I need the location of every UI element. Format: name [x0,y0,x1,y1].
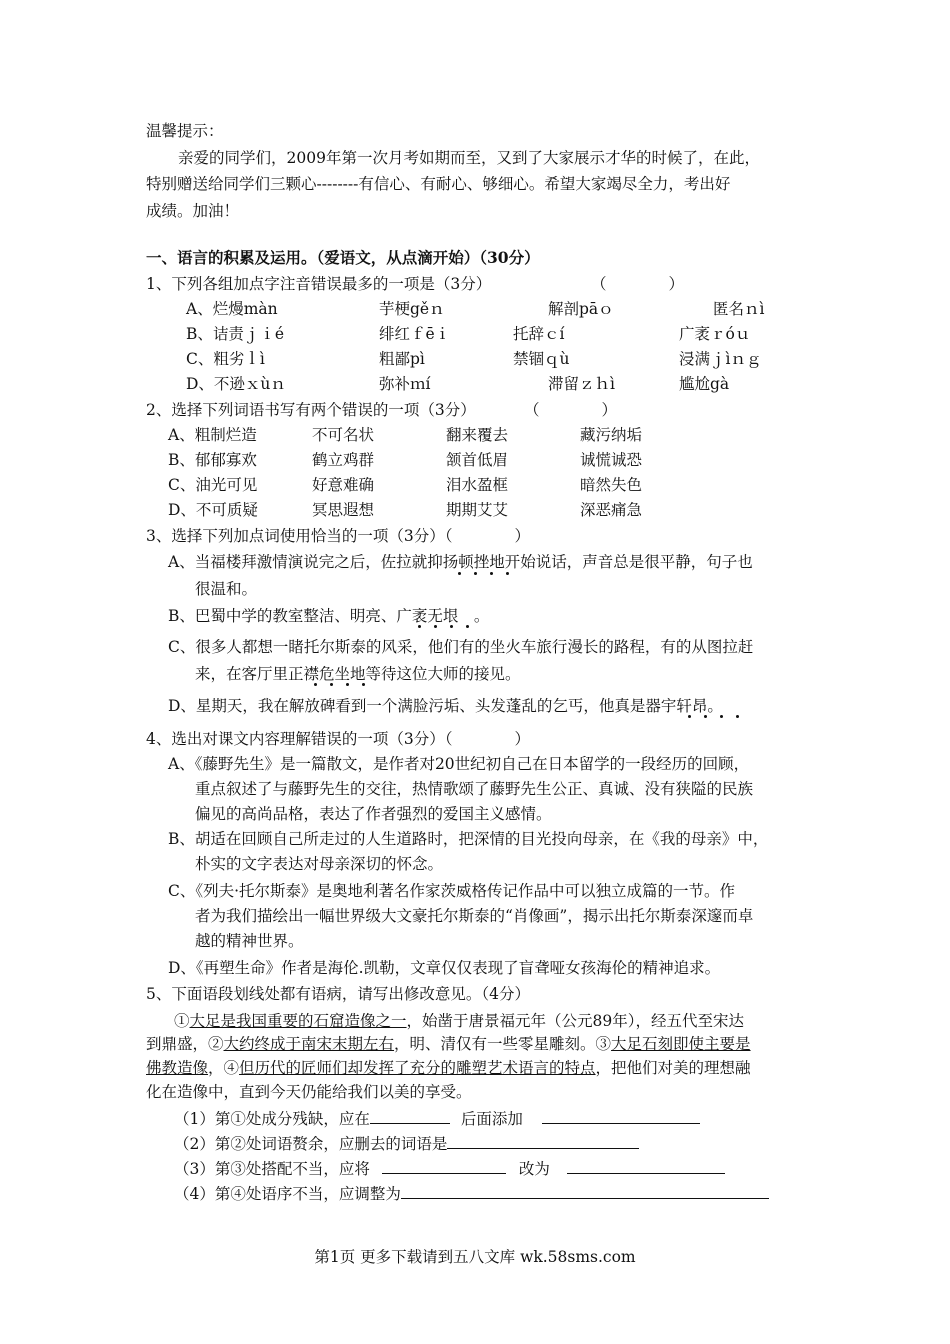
q2-c-1: C、油光可见 [168,476,258,494]
q1-b-4: 广袤ｒóｕ [679,325,751,343]
q1-stem: 1、下列各组加点字注音错误最多的一项是（3分） [146,275,492,293]
q5-passage-line1: ①大足是我国重要的石窟造像之一，始凿于唐景福元年（公元89年），经五代至宋达 [174,1012,745,1030]
q4-option-c-line1: C、《列夫·托尔斯泰》是奥地利著名作家茨威格传记作品中可以独立成篇的一节。作 [168,882,736,900]
section-title: 一、语言的积累及运用。（爱语文，从点滴开始）（30分） [146,248,540,267]
answer-blank[interactable] [401,1182,769,1199]
q3-option-a-line1: A、当福楼拜激情演说完之后，佐拉就抑扬顿挫地开始说话，声音总是很平静，句子也 [168,553,753,571]
q4-option-c-line2: 者为我们描绘出一幅世界级大文豪托尔斯泰的“肖像画”，揭示出托尔斯泰深邃而卓 [195,907,754,925]
tip-line-3: 成绩。加油！ [146,202,240,220]
answer-blank[interactable] [447,1132,639,1149]
q5-sub-4: （4）第④处语序不当，应调整为 [174,1182,769,1204]
q1-c-1: C、粗劣ｌì [186,350,265,368]
answer-blank[interactable] [370,1107,450,1124]
q4-option-c-line3: 越的精神世界。 [195,932,304,950]
q5-sub-1: （1）第①处成分残缺，应在 后面添加 [174,1107,700,1129]
q2-c-2: 好意难确 [312,476,375,494]
q2-a-2: 不可名状 [312,426,375,444]
q2-d-4: 深恶痛急 [580,501,643,519]
q1-c-4: 浸满ｊìｎｇ [679,350,762,368]
q3-stem: 3、选择下列加点词使用恰当的一项（3分）（ ） [146,527,530,545]
q1-d-4: 尴尬gà [679,375,730,393]
q4-option-a-line3: 偏见的高尚品格，表达了作者强烈的爱国主义感情。 [195,805,552,823]
q2-c-4: 暗然失色 [580,476,643,494]
q2-b-4: 诚慌诚恐 [580,451,643,469]
q2-c-3: 泪水盈框 [446,476,509,494]
q1-a-1: A、烂熳màn [186,300,278,318]
q1-b-2: 绯红ｆēｉ [379,325,451,343]
q1-b-3: 托辞ｃí [513,325,565,343]
q2-stem: 2、选择下列词语书写有两个错误的一项（3分） [146,401,476,419]
tip-line-1: 亲爱的同学们，2009年第一次月考如期而至，又到了大家展示才华的时候了，在此， [178,149,760,167]
page-footer: 第1页 更多下载请到五八文库 wk.58sms.com [314,1248,636,1266]
q2-d-2: 冥思遐想 [312,501,375,519]
q1-a-3: 解剖pāｏ [548,300,614,318]
q2-d-3: 期期艾艾 [446,501,509,519]
q2-b-2: 鹤立鸡群 [312,451,375,469]
q2-answer-paren: （ ） [524,401,618,419]
q2-b-1: B、郁郁寡欢 [168,451,257,469]
q5-passage-line4: 化在造像中，直到今天仍能给我们以美的享受。 [146,1083,472,1101]
q4-option-b-line1: B、胡适在回顾自己所走过的人生道路时，把深情的目光投向母亲，在《我的母亲》中， [168,830,769,848]
q2-a-4: 藏污纳垢 [580,426,643,444]
q3-option-b: B、巴蜀中学的教室整洁、明亮、广袤无垠 。 [168,607,490,625]
answer-blank[interactable] [542,1107,700,1124]
tip-line-2: 特别赠送给同学们三颗心--------有信心、有耐心、够细心。希望大家竭尽全力，考出好 [146,175,731,193]
q1-d-1: D、不逊ｘùｎ [186,375,286,393]
answer-blank[interactable] [382,1157,506,1174]
q5-stem: 5、下面语段划线处都有语病，请写出修改意见。（4分） [146,985,530,1003]
q1-c-2: 粗鄙pì [379,350,425,368]
q4-option-a-line1: A、《藤野先生》是一篇散文，是作者对20世纪初自己在日本留学的一段经历的回顾， [168,755,750,773]
q5-passage-line3: 佛教造像，④但历代的匠师们却发挥了充分的雕塑艺术语言的特点，把他们对美的理想融 [146,1059,751,1077]
q1-a-4: 匿名ｎì [713,300,765,318]
tip-title: 温馨提示： [146,122,224,140]
q1-c-3: 禁锢ｑù [513,350,570,368]
q3-option-c-line1: C、很多人都想一睹托尔斯泰的风采，他们有的坐火车旅行漫长的路程，有的从图拉赶 [168,638,754,656]
q4-option-d: D、《再塑生命》作者是海伦.凯勒，文章仅仅表现了盲聋哑女孩海伦的精神追求。 [168,959,721,977]
q1-d-3: 滞留ｚｈì [548,375,615,393]
q4-option-b-line2: 朴实的文字表达对母亲深切的怀念。 [195,855,444,873]
q3-option-c-line2: 来，在客厅里正襟危坐地等待这位大师的接见。 [195,665,521,683]
q4-stem: 4、选出对课文内容理解错误的一项（3分）（ ） [146,730,530,748]
q1-d-2: 弥补ｍí [379,375,431,393]
q2-a-1: A、粗制烂造 [168,426,257,444]
q1-answer-paren: （ ） [591,275,685,293]
q1-b-1: B、诘责ｊｉé [186,325,285,343]
q2-a-3: 翻来覆去 [446,426,509,444]
q5-sub-3: （3）第③处搭配不当，应将 改为 [174,1157,725,1179]
answer-blank[interactable] [567,1157,725,1174]
q5-sub-2: （2）第②处词语赘余，应删去的词语是 [174,1132,639,1154]
q2-d-1: D、不可质疑 [168,501,258,519]
q5-passage-line2: 到鼎盛，②大约终成于南宋末期左右，明、清仅有一些零星雕刻。③大足石刻即使主要是 [146,1035,751,1053]
q3-option-d: D、星期天，我在解放碑看到一个满脸污垢、头发蓬乱的乞丐，他真是器宇轩昂。 [168,697,723,715]
q3-option-a-line2: 很温和。 [195,580,258,598]
q4-option-a-line2: 重点叙述了与藤野先生的交往，热情歌颂了藤野先生公正、真诚、没有狭隘的民族 [195,780,754,798]
q1-a-2: 芋梗gěｎ [379,300,445,318]
q2-b-3: 颔首低眉 [446,451,509,469]
